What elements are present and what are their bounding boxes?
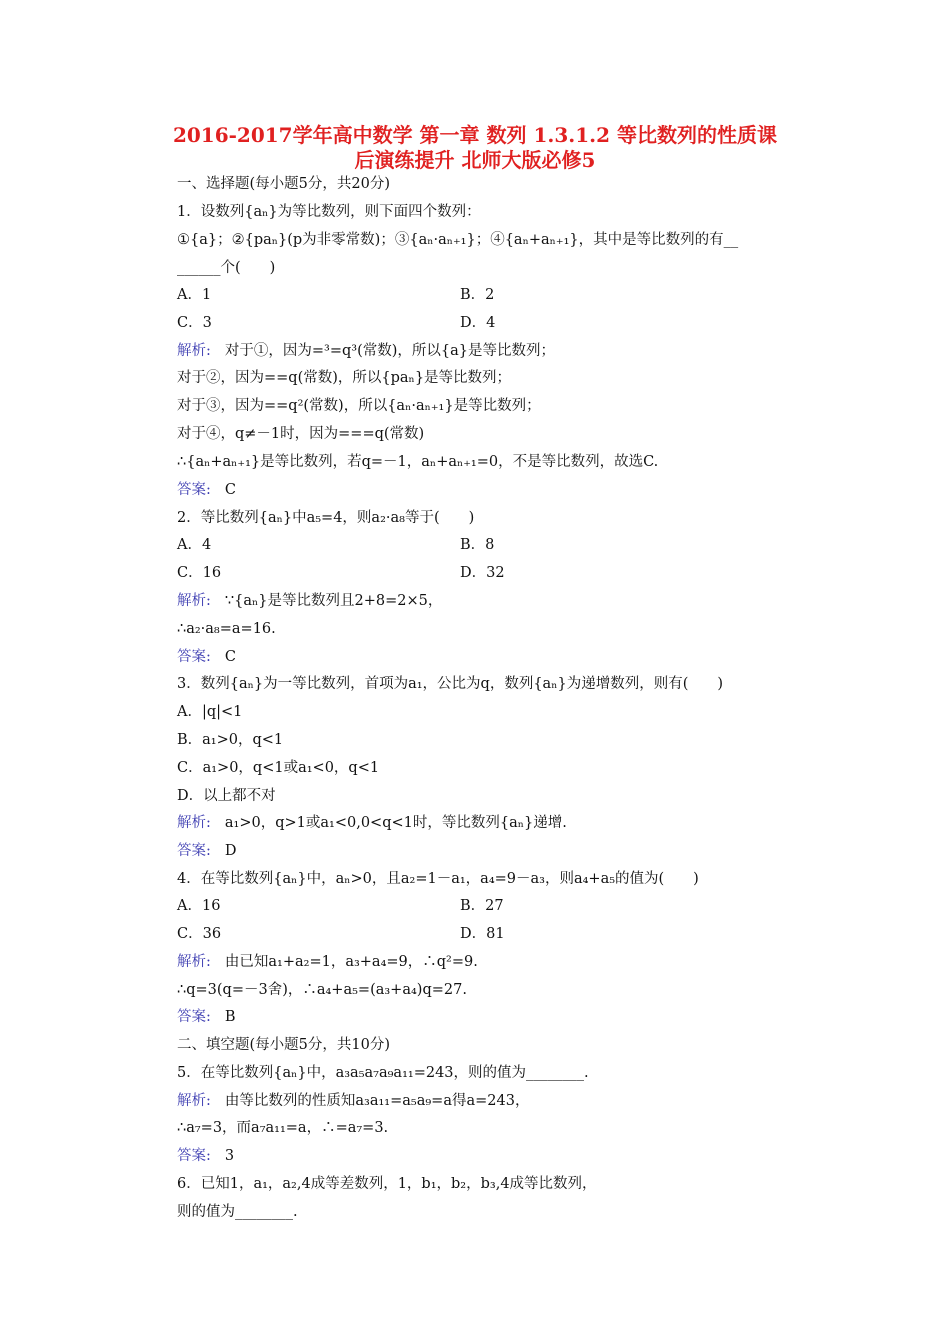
- q1-solution: [177, 341, 555, 361]
- q4-option-d: D．81: [460, 926, 505, 942]
- q4-answer: [177, 1007, 236, 1027]
- q3-answer: [177, 841, 237, 861]
- q5-solution-text: ∴a₇=3，而a₇a₁₁=a，∴=a₇=3.: [177, 1120, 389, 1136]
- q1-answer-value: C: [224, 482, 236, 498]
- solution-label: 解析:: [177, 593, 211, 609]
- q3-option-c: C．a₁>0，q<1或a₁<0，q<1: [177, 760, 380, 776]
- q2-option-a: A．4: [177, 537, 212, 553]
- q4-option-b: B．27: [460, 898, 504, 914]
- document-title-line1: 2016-2017学年高中数学 第一章 数列 1.3.1.2 等比数列的性质课: [172, 123, 778, 147]
- q4-answer-value: B: [224, 1009, 236, 1025]
- q5-stem: 5．在等比数列{aₙ}中，a₃a₅a₇a₉a₁₁=243，则的值为________.: [177, 1065, 589, 1081]
- q1-solution-text: 对于①，因为=³=q³(常数)，所以{a}是等比数列；: [224, 343, 556, 359]
- q2-solution-text: ∵{aₙ}是等比数列且2+8=2×5，: [224, 593, 443, 609]
- solution-label: 解析:: [177, 1093, 211, 1109]
- q3-stem: 3．数列{aₙ}为一等比数列，首项为a₁，公比为q，数列{aₙ}为递增数列，则有( ): [177, 676, 724, 692]
- section-heading-fill: 二、填空题(每小题5分，共10分): [177, 1037, 390, 1053]
- q4-option-a: A．16: [177, 898, 221, 914]
- q4-solution-text: ∴q=3(q=－3舍)，∴a₄+a₅=(a₃+a₄)q=27.: [177, 982, 467, 998]
- q4-solution-text: 由已知a₁+a₂=1，a₃+a₄=9，∴q²=9.: [224, 954, 478, 970]
- q2-stem: 2．等比数列{aₙ}中a₅=4，则a₂·a₈等于( ): [177, 510, 475, 526]
- solution-label: 解析:: [177, 343, 211, 359]
- q2-answer: [177, 647, 236, 667]
- q1-solution-text: 对于②，因为==q(常数)，所以{paₙ}是等比数列；: [177, 370, 512, 386]
- q1-option-d: D．4: [460, 315, 496, 331]
- q1-option-c: C．3: [177, 315, 212, 331]
- q5-answer-value: 3: [224, 1148, 235, 1164]
- q1-answer: [177, 480, 236, 500]
- q1-solution-text: 对于④，q≠－1时，因为===q(常数): [177, 426, 425, 442]
- q1-option-b: B．2: [460, 287, 495, 303]
- q1-stem: 1．设数列{aₙ}为等比数列，则下面四个数列：: [177, 204, 481, 220]
- q2-answer-value: C: [224, 649, 236, 665]
- q3-answer-value: D: [224, 843, 237, 859]
- q6-stem: 6．已知1，a₁，a₂,4成等差数列，1，b₁，b₂，b₃,4成等比数列，: [177, 1176, 597, 1192]
- solution-label: 解析:: [177, 954, 211, 970]
- answer-label: 答案:: [177, 649, 211, 665]
- q4-option-c: C．36: [177, 926, 222, 942]
- q4-stem: 4．在等比数列{aₙ}中，aₙ>0，且a₂=1－a₁，a₄=9－a₃，则a₄+a₅的值为( ): [177, 871, 699, 887]
- answer-label: 答案:: [177, 482, 211, 498]
- q1-stem: ______个( ): [177, 260, 276, 276]
- answer-label: 答案:: [177, 843, 211, 859]
- q3-solution: [177, 813, 567, 833]
- solution-label: 解析:: [177, 815, 211, 831]
- q6-stem: 则的值为________.: [177, 1204, 298, 1220]
- q2-solution: [177, 591, 442, 611]
- q1-solution-text: 对于③，因为==q²(常数)，所以{aₙ·aₙ₊₁}是等比数列；: [177, 398, 541, 414]
- q3-option-b: B．a₁>0，q<1: [177, 732, 284, 748]
- section-heading-choice: 一、选择题(每小题5分，共20分): [177, 176, 390, 192]
- q1-stem: ①{a}；②{paₙ}(p为非零常数)；③{aₙ·aₙ₊₁}；④{aₙ+aₙ₊₁}，其中是等比数列的有__: [177, 232, 739, 248]
- q2-option-d: D．32: [460, 565, 505, 581]
- q3-solution-text: a₁>0，q>1或a₁<0,0<q<1时，等比数列{aₙ}递增.: [224, 815, 567, 831]
- q4-solution: [177, 952, 478, 972]
- document-title-line2: 后演练提升 北师大版必修5: [354, 148, 596, 172]
- answer-label: 答案:: [177, 1148, 211, 1164]
- answer-label: 答案:: [177, 1009, 211, 1025]
- q1-solution-text: ∴{aₙ+aₙ₊₁}是等比数列，若q=－1，aₙ+aₙ₊₁=0，不是等比数列，故选C.: [177, 454, 659, 470]
- q2-solution-text: ∴a₂·a₈=a=16.: [177, 621, 276, 637]
- q3-option-d: D．以上都不对: [177, 788, 276, 804]
- q2-option-c: C．16: [177, 565, 222, 581]
- q2-option-b: B．8: [460, 537, 495, 553]
- q5-solution: [177, 1091, 529, 1111]
- q5-answer: [177, 1146, 234, 1166]
- q3-option-a: A．|q|<1: [177, 704, 243, 720]
- q1-option-a: A．1: [177, 287, 212, 303]
- q5-solution-text: 由等比数列的性质知a₃a₁₁=a₅a₉=a得a=243，: [224, 1093, 530, 1109]
